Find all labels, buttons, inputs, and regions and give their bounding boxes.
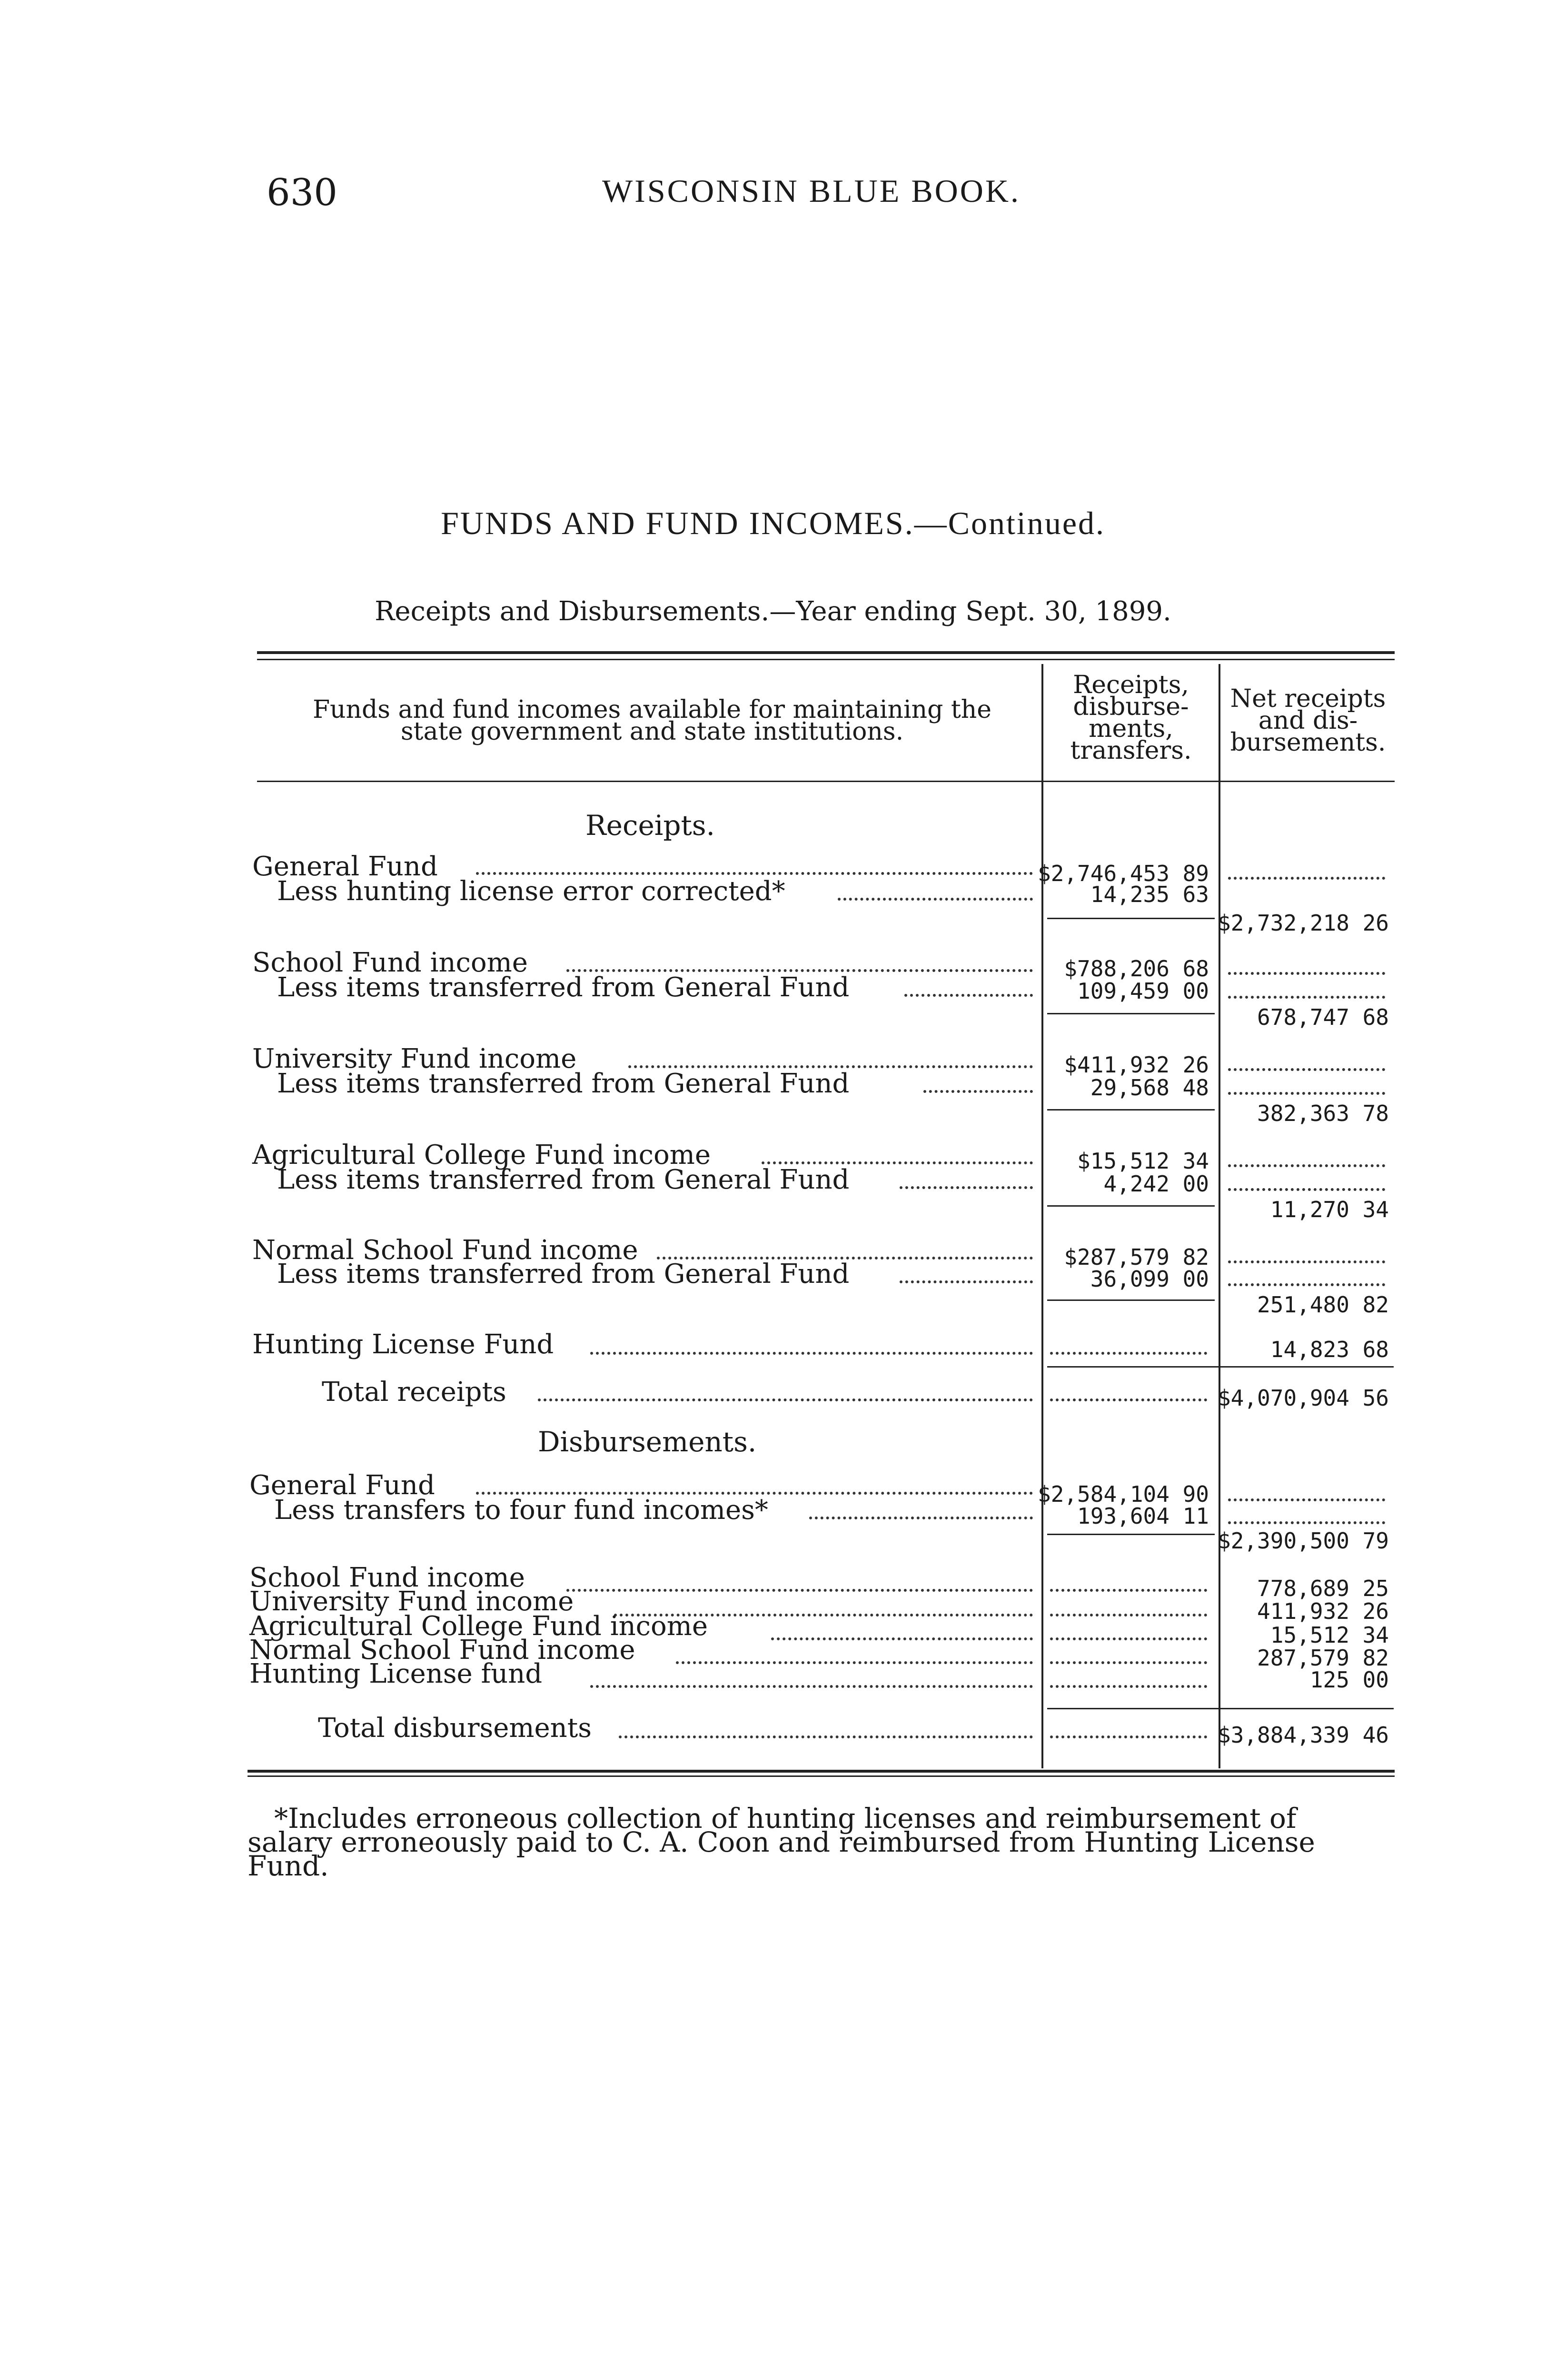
disbursements-heading: Disbursements. (538, 1426, 757, 1458)
leader-dots (1050, 1635, 1207, 1640)
leader-dots (809, 1514, 1033, 1519)
disbursement-value: $2,584,104 90 (1037, 1481, 1209, 1507)
leader-dots (1228, 1258, 1385, 1263)
leader-dots (1050, 1658, 1207, 1664)
total-rule (1047, 1366, 1394, 1368)
leader-dots (923, 1087, 1033, 1093)
leader-dots (676, 1658, 1033, 1664)
subtotal-rule (1047, 1109, 1215, 1111)
row-label: General Fund (252, 851, 438, 882)
leader-dots (566, 966, 1033, 972)
row-label: University Fund income (249, 1586, 574, 1617)
leader-dots (1228, 874, 1385, 880)
subtotal-rule (1047, 1013, 1215, 1014)
row-label: Less items transferred from General Fund (277, 972, 850, 1003)
column-header-label: Funds and fund incomes available for maintaining the state government and state institutions. (312, 695, 992, 746)
net-value: 778,689 25 (1257, 1576, 1389, 1601)
leader-dots (838, 895, 1033, 901)
subtotal-rule (1047, 918, 1215, 919)
leader-dots (900, 1278, 1033, 1283)
net-value: 14,823 68 (1270, 1337, 1389, 1362)
subtotal-rule (1047, 1205, 1215, 1207)
column-divider-1 (1041, 664, 1043, 1768)
receipts-value: 109,459 00 (1077, 978, 1209, 1004)
table-top-rule (257, 651, 1395, 654)
receipts-value: $2,746,453 89 (1037, 861, 1209, 886)
leader-dots (904, 991, 1033, 997)
leader-dots (1228, 1161, 1385, 1167)
subtotal-rule (1047, 1534, 1215, 1535)
table-top-rule-thin (257, 659, 1395, 660)
receipts-value: $287,579 82 (1064, 1244, 1209, 1270)
row-label: University Fund income (252, 1043, 577, 1074)
row-label: Normal School Fund income (249, 1635, 635, 1666)
row-label: Hunting License fund (249, 1658, 543, 1689)
total-disbursements-label: Total disbursements (318, 1713, 592, 1744)
row-label: General Fund (249, 1470, 435, 1501)
row-label: Hunting License Fund (252, 1329, 554, 1360)
row-label: Normal School Fund income (252, 1235, 638, 1266)
receipts-value: 4,242 00 (1103, 1171, 1209, 1197)
row-label: Agricultural College Fund income (252, 1140, 711, 1170)
section-title: FUNDS AND FUND INCOMES.—Continued. (440, 505, 1106, 541)
leader-dots (619, 1733, 1033, 1738)
leader-dots (1050, 1611, 1207, 1616)
table-bottom-rule (248, 1770, 1395, 1773)
table-bottom-rule-thin (248, 1775, 1395, 1777)
leader-dots (538, 1396, 1033, 1401)
leader-dots (1228, 1518, 1385, 1524)
column-header-receipts: Receipts, disburse-ments, transfers. (1070, 671, 1192, 765)
receipts-value: $411,932 26 (1064, 1052, 1209, 1078)
net-value: 125 00 (1309, 1667, 1389, 1693)
net-value: 251,480 82 (1257, 1292, 1389, 1318)
subtotal-rule (1047, 1299, 1215, 1301)
net-value: 15,512 34 (1270, 1622, 1389, 1648)
receipts-value: $788,206 68 (1064, 956, 1209, 982)
leader-dots (1050, 1349, 1207, 1355)
leader-dots (1228, 1280, 1385, 1286)
column-divider-2 (1219, 664, 1220, 1768)
receipts-value: 14,235 63 (1090, 882, 1209, 907)
leader-dots (771, 1635, 1033, 1640)
leader-dots (628, 1062, 1033, 1068)
column-header-net: Net receipts and dis-bursements. (1230, 684, 1386, 757)
leader-dots (900, 1183, 1033, 1189)
row-label: School Fund income (249, 1562, 525, 1593)
total-rule (1047, 1708, 1394, 1709)
leader-dots (1228, 1496, 1385, 1501)
leader-dots (1050, 1396, 1207, 1401)
net-value: 382,363 78 (1257, 1101, 1389, 1126)
row-label: Agricultural College Fund income (249, 1611, 708, 1642)
net-value: 11,270 34 (1270, 1197, 1389, 1222)
row-label: Less hunting license error corrected* (277, 876, 785, 907)
leader-dots (1228, 993, 1385, 999)
total-receipts-label: Total receipts (322, 1377, 506, 1408)
net-value: 287,579 82 (1257, 1645, 1389, 1671)
leader-dots (1050, 1682, 1207, 1688)
leader-dots (762, 1159, 1033, 1164)
receipts-heading: Receipts. (585, 809, 715, 842)
net-value: 678,747 68 (1257, 1004, 1389, 1030)
leader-dots (590, 1682, 1033, 1688)
net-value: $2,390,500 79 (1217, 1528, 1389, 1554)
leader-dots (566, 1586, 1033, 1592)
total-disbursements-value: $3,884,339 46 (1217, 1722, 1389, 1748)
net-value: 411,932 26 (1257, 1598, 1389, 1624)
page-number: 630 (267, 171, 337, 214)
leader-dots (476, 869, 1033, 875)
section-subtitle: Receipts and Disbursements.—Year ending Sept. 30, 1899. (375, 596, 1171, 627)
leader-dots (1050, 1733, 1207, 1738)
disbursement-value: 193,604 11 (1077, 1503, 1209, 1529)
header-bottom-rule (257, 781, 1395, 782)
leader-dots (590, 1349, 1033, 1355)
net-value: $2,732,218 26 (1217, 910, 1389, 936)
running-title: WISCONSIN BLUE BOOK. (602, 173, 1021, 209)
leader-dots (1228, 1089, 1385, 1095)
row-label: School Fund income (252, 947, 528, 978)
row-label: Less items transferred from General Fund (277, 1259, 850, 1289)
receipts-value: $15,512 34 (1077, 1148, 1209, 1174)
receipts-value: 36,099 00 (1090, 1266, 1209, 1292)
leader-dots (476, 1489, 1033, 1495)
total-receipts-value: $4,070,904 56 (1217, 1385, 1389, 1411)
leader-dots (1228, 1185, 1385, 1191)
leader-dots (1228, 969, 1385, 975)
footnote: *Includes erroneous collection of hunting licenses and reimbursement of salary erroneously paid to C. A. Coon and reimbursed from Hunting License Fund. (248, 1802, 1315, 1882)
leader-dots (1228, 1065, 1385, 1071)
receipts-value: 29,568 48 (1090, 1075, 1209, 1101)
row-label: Less items transferred from General Fund (277, 1164, 850, 1195)
row-label: Less transfers to four fund incomes* (274, 1495, 768, 1526)
row-label: Less items transferred from General Fund (277, 1068, 850, 1099)
leader-dots (1050, 1586, 1207, 1592)
